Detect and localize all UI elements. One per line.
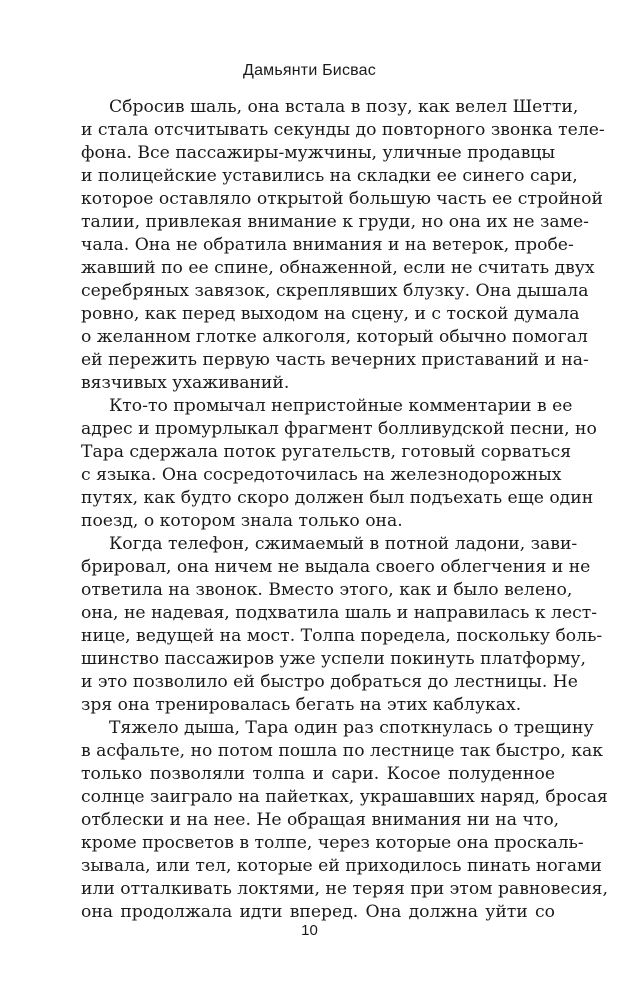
- text-line: нице, ведущей на мост. Толпа поредела, поскольку боль-: [81, 626, 603, 646]
- text-line: Тара сдержала поток ругательств, готовый сорваться: [81, 442, 572, 462]
- text-line: или отталкивать локтями, не теряя при этом равновесия,: [81, 879, 608, 899]
- text-line: шинство пассажиров уже успели покинуть платформу,: [81, 649, 587, 669]
- text-line: ей пережить первую часть вечерних приставаний и на-: [81, 350, 589, 370]
- text-line: зывала, или тел, которые ей приходилось пинать ногами: [81, 856, 602, 876]
- text-line: серебряных завязок, скреплявших блузку. Она дышала: [81, 281, 589, 301]
- paragraph: [81, 533, 603, 717]
- text-line: только позволяли толпа и сари. Косое полуденное: [81, 764, 555, 784]
- text-line: Сбросив шаль, она встала в позу, как велел Шетти,: [109, 97, 579, 117]
- text-line: она продолжала идти вперед. Она должна уйти со: [81, 902, 555, 922]
- text-line: фона. Все пассажиры-мужчины, уличные продавцы: [81, 143, 556, 163]
- text-line: талии, привлекая внимание к груди, но она их не заме-: [81, 212, 589, 232]
- text-line: солнце заиграло на пайетках, украшавших наряд, бросая: [81, 787, 608, 807]
- paragraph: [81, 96, 605, 395]
- paragraph: [81, 717, 608, 924]
- text-line: и стала отсчитывать секунды до повторного звонка теле-: [81, 120, 605, 140]
- text-line: чала. Она не обратила внимания и на ветерок, пробе-: [81, 235, 574, 255]
- body-text: [81, 96, 608, 924]
- text-line: Когда телефон, сжимаемый в потной ладони, зави-: [109, 534, 578, 554]
- text-line: зря она тренировалась бегать на этих каблуках.: [81, 695, 522, 715]
- text-line: вязчивых ухаживаний.: [81, 373, 290, 393]
- text-line: ровно, как перед выходом на сцену, и с тоской думала: [81, 304, 580, 324]
- text-line: и это позволило ей быстро добраться до лестницы. Не: [81, 672, 578, 692]
- text-line: ответила на звонок. Вместо этого, как и было велено,: [81, 580, 573, 600]
- text-line: брировал, она ничем не выдала своего облегчения и не: [81, 557, 591, 577]
- page-number: 10: [301, 922, 318, 939]
- text-line: отблески и на нее. Не обращая внимания ни на что,: [81, 810, 560, 830]
- paragraph: [81, 395, 597, 533]
- text-line: и полицейские уставились на складки ее синего сари,: [81, 166, 578, 186]
- text-line: Тяжело дыша, Тара один раз споткнулась о трещину: [109, 718, 594, 738]
- text-line: она, не надевая, подхватила шаль и направилась к лест-: [81, 603, 598, 623]
- text-line: с языка. Она сосредоточилась на железнодорожных: [81, 465, 562, 485]
- text-line: путях, как будто скоро должен был подъехать еще один: [81, 488, 594, 508]
- text-line: жавший по ее спине, обнаженной, если не считать двух: [81, 258, 595, 278]
- text-line: адрес и промурлыкал фрагмент болливудской песни, но: [81, 419, 597, 439]
- text-line: в асфальте, но потом пошла по лестнице так быстро, как: [81, 741, 603, 761]
- text-line: Кто-то промычал непристойные комментарии в ее: [109, 396, 573, 416]
- text-line: которое оставляло открытой большую часть ее стройной: [81, 189, 603, 209]
- running-head: Дамьянти Бисвас: [243, 62, 376, 79]
- text-line: кроме просветов в толпе, через которые она проскаль-: [81, 833, 584, 853]
- text-line: поезд, о котором знала только она.: [81, 511, 403, 531]
- text-line: о желанном глотке алкоголя, который обычно помогал: [81, 327, 588, 347]
